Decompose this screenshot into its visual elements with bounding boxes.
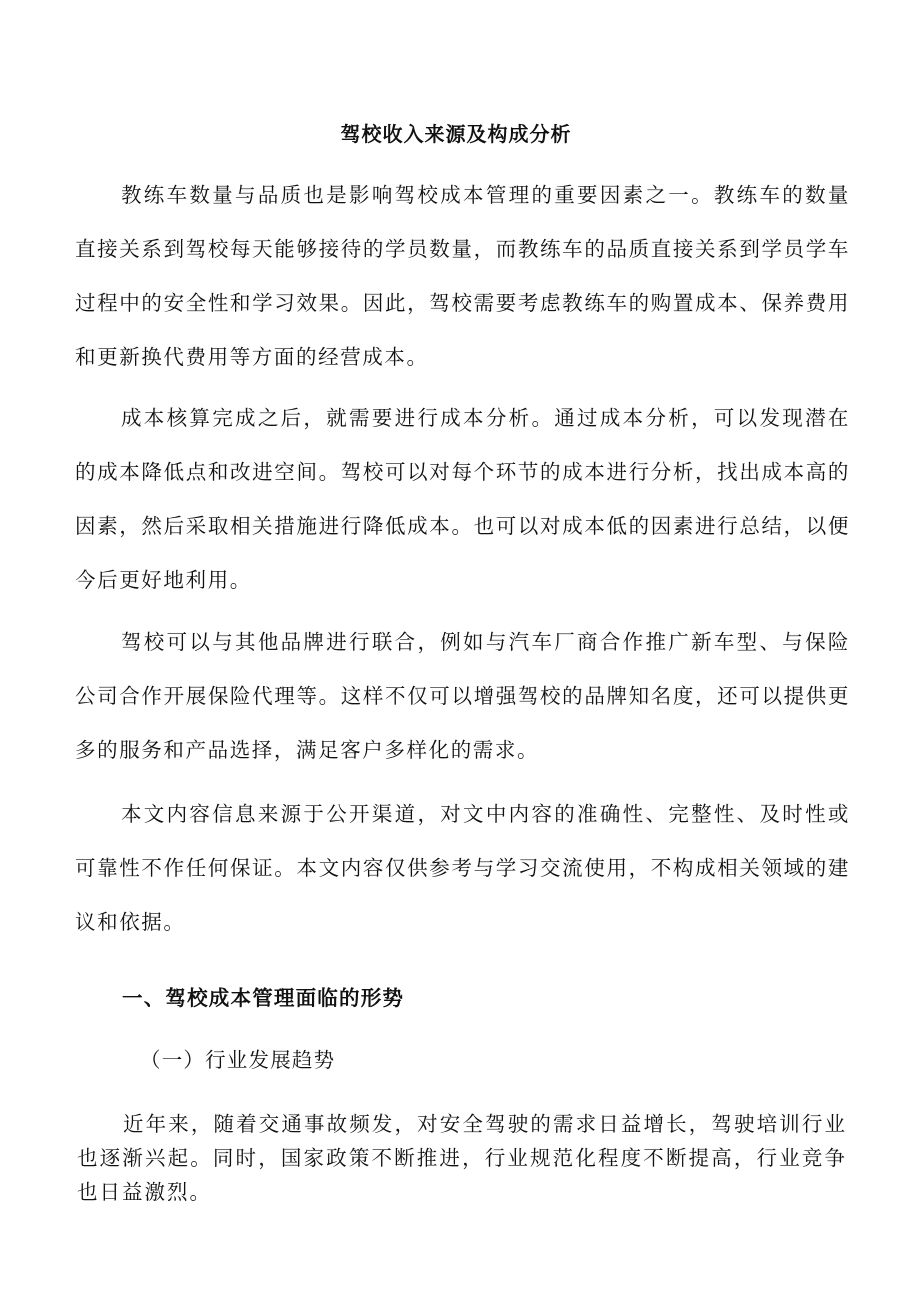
section-heading: 一、驾校成本管理面临的形势 <box>122 986 405 1010</box>
document-title: 驾校收入来源及构成分析 <box>340 122 572 146</box>
sub-heading: （一）行业发展趋势 <box>140 1048 336 1072</box>
paragraph-brand-partnership: 驾校可以与其他品牌进行联合，例如与汽车厂商合作推广新车型、与保险公司合作开展保险代理等。这样不仅可以增强驾校的品牌知名度，还可以提供更多的服务和产品选择，满足客户多样化的需求。 <box>75 630 850 762</box>
paragraph-industry-trend: 近年来，随着交通事故频发，对安全驾驶的需求日益增长，驾驶培训行业也逐渐兴起。同时，国家政策不断推进，行业规范化程度不断提高，行业竞争也日益激烈。 <box>77 1112 847 1204</box>
paragraph-coach-cars: 教练车数量与品质也是影响驾校成本管理的重要因素之一。教练车的数量直接关系到驾校每天能够接待的学员数量，而教练车的品质直接关系到学员学车过程中的安全性和学习效果。因此，驾校需要考虑教练车的购置成本、保养费用和更新换代费用等方面的经营成本。 <box>75 183 850 369</box>
paragraph-cost-analysis: 成本核算完成之后，就需要进行成本分析。通过成本分析，可以发现潜在的成本降低点和改进空间。驾校可以对每个环节的成本进行分析，找出成本高的因素，然后采取相关措施进行降低成本。也可以对成本低的因素进行总结，以便今后更好地利用。 <box>75 406 850 592</box>
paragraph-disclaimer: 本文内容信息来源于公开渠道，对文中内容的准确性、完整性、及时性或可靠性不作任何保证。本文内容仅供参考与学习交流使用，不构成相关领域的建议和依据。 <box>75 802 850 934</box>
